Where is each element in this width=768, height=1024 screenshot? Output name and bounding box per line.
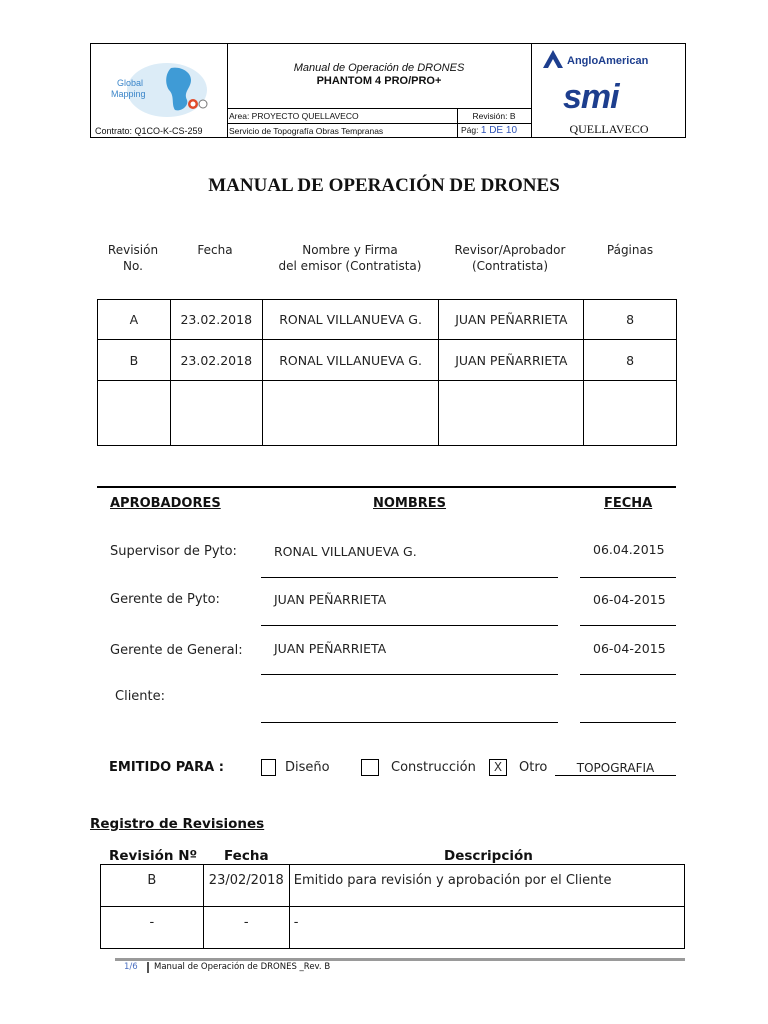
signature-line xyxy=(261,674,558,675)
table-cell xyxy=(98,381,171,446)
approvers-top-rule xyxy=(97,486,676,488)
document-title: MANUAL DE OPERACIÓN DE DRONES xyxy=(208,175,560,196)
names-header: NOMBRES xyxy=(373,496,447,511)
table-cell: A xyxy=(98,300,171,340)
approver-role: Cliente: xyxy=(115,689,166,704)
approver-name: JUAN PEÑARRIETA xyxy=(274,592,387,607)
table-cell: RONAL VILLANUEVA G. xyxy=(262,340,439,381)
design-checkbox[interactable] xyxy=(261,759,276,776)
table-cell: Emitido para revisión y aprobación por el Cliente xyxy=(289,865,684,907)
table-cell: 23.02.2018 xyxy=(170,340,262,381)
col-header-date: Fecha xyxy=(197,243,233,257)
service-description: Servicio de Topografía Obras Tempranas xyxy=(229,126,384,136)
col-header-revision: Revisión No. xyxy=(107,243,159,273)
table-cell xyxy=(170,381,262,446)
anglo-american-logo xyxy=(541,48,681,72)
footer-separator xyxy=(147,962,149,973)
revision-log-title: Registro de Revisiones xyxy=(90,816,265,832)
log-header-revision: Revisión Nº xyxy=(109,848,198,864)
table-cell xyxy=(584,381,677,446)
document-header xyxy=(90,43,686,138)
table-cell: JUAN PEÑARRIETA xyxy=(439,340,584,381)
table-cell: 8 xyxy=(584,340,677,381)
page-counter-label: Pág: xyxy=(461,125,479,135)
table-row xyxy=(98,340,677,381)
table-cell xyxy=(262,381,439,446)
smi-logo: smi xyxy=(563,78,619,116)
construction-checkbox-label: Construcción xyxy=(391,760,476,775)
date-line xyxy=(580,577,676,578)
client-logo-area xyxy=(531,44,687,139)
log-header-date: Fecha xyxy=(224,848,269,864)
table-cell: - xyxy=(101,907,204,949)
footer-rule xyxy=(115,958,685,961)
contract-number: Contrato: Q1CO-K-CS-259 xyxy=(95,126,203,136)
other-checkbox-label: Otro xyxy=(519,760,548,775)
table-row xyxy=(101,907,685,949)
issued-for-label: EMITIDO PARA : xyxy=(109,760,224,775)
table-row xyxy=(101,865,685,907)
site-name: QUELLAVECO xyxy=(569,122,649,136)
footer-document-name: Manual de Operación de DRONES _Rev. B xyxy=(154,962,331,972)
date-line xyxy=(580,674,676,675)
approver-name: JUAN PEÑARRIETA xyxy=(274,641,387,656)
revision-label: Revisión: B xyxy=(472,111,516,121)
page-counter xyxy=(461,125,517,136)
table-cell: B xyxy=(101,865,204,907)
date-header: FECHA xyxy=(604,496,653,511)
signature-line xyxy=(261,625,558,626)
other-checkbox[interactable]: X xyxy=(489,759,507,776)
col-header-reviewer: Revisor/Aprobador (Contratista) xyxy=(454,243,566,273)
gm-logo-word2: Mapping xyxy=(111,89,146,99)
table-row xyxy=(98,381,677,446)
date-line xyxy=(580,625,676,626)
table-cell: - xyxy=(203,907,289,949)
approver-date: 06-04-2015 xyxy=(593,592,666,607)
col-header-pages: Páginas xyxy=(606,243,654,257)
table-row xyxy=(98,300,677,340)
table-cell xyxy=(439,381,584,446)
approver-date: 06.04.2015 xyxy=(593,542,665,557)
approver-role: Gerente de Pyto: xyxy=(110,592,220,607)
signature-line xyxy=(261,577,558,578)
table-cell: 23.02.2018 xyxy=(170,300,262,340)
footer-page-number: 1/6 xyxy=(124,962,138,972)
revision-log-table xyxy=(100,864,685,949)
construction-checkbox[interactable] xyxy=(361,759,379,776)
table-cell: - xyxy=(289,907,684,949)
signature-line xyxy=(261,722,558,723)
date-line xyxy=(580,722,676,723)
col-header-issuer: Nombre y Firma del emisor (Contratista) xyxy=(278,243,422,273)
approver-role: Supervisor de Pyto: xyxy=(110,544,237,559)
revision-table xyxy=(97,299,677,446)
project-area: Area: PROYECTO QUELLAVECO xyxy=(229,111,359,121)
log-header-description: Descripción xyxy=(444,848,533,864)
other-specification: TOPOGRAFIA xyxy=(555,761,676,776)
header-title-line2: PHANTOM 4 PRO/PRO+ xyxy=(316,75,442,87)
design-checkbox-label: Diseño xyxy=(285,760,330,775)
page-counter-value: 1 DE 10 xyxy=(480,125,518,136)
approver-name: RONAL VILLANUEVA G. xyxy=(274,544,417,559)
approver-role: Gerente de General: xyxy=(110,643,243,658)
table-cell: RONAL VILLANUEVA G. xyxy=(262,300,439,340)
table-cell: 8 xyxy=(584,300,677,340)
gm-logo-word1: Global xyxy=(117,78,144,88)
anglo-american-logo-text: AngloAmerican xyxy=(567,55,649,67)
table-cell: 23/02/2018 xyxy=(203,865,289,907)
header-title-line1: Manual de Operación de DRONES xyxy=(293,62,465,74)
approvers-header: APROBADORES xyxy=(110,496,221,511)
table-cell: JUAN PEÑARRIETA xyxy=(439,300,584,340)
table-cell: B xyxy=(98,340,171,381)
approver-date: 06-04-2015 xyxy=(593,641,666,656)
global-mapping-logo xyxy=(109,54,219,124)
